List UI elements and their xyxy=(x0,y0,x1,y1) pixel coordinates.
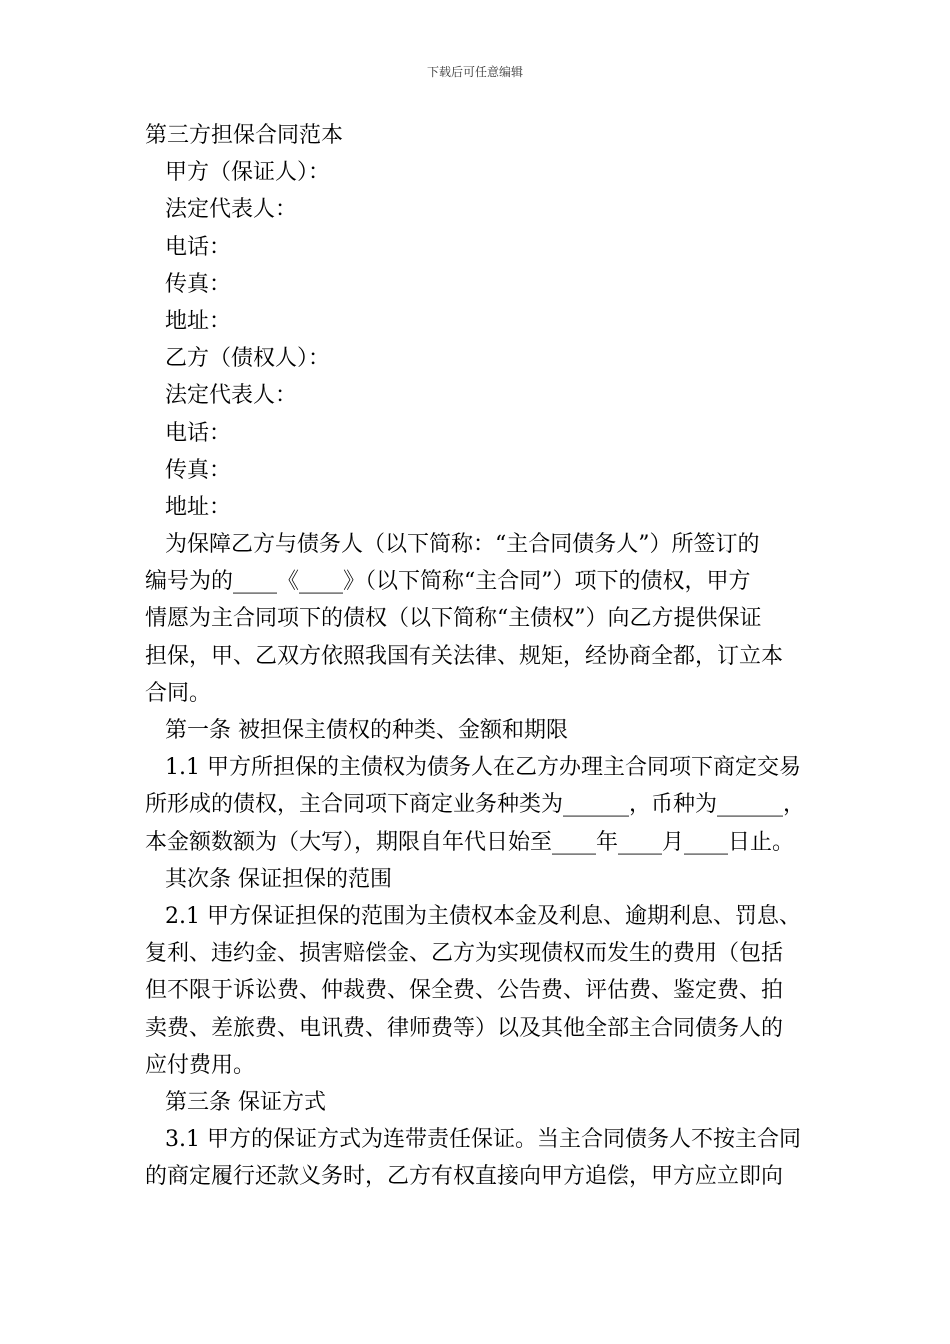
clause-line: 1.1 甲方所担保的主债权为债务人在乙方办理主合同项下商定交易 xyxy=(165,755,801,781)
clause-3-1 xyxy=(145,1121,810,1195)
article-1-heading: 第一条 被担保主债权的种类、金额和期限 xyxy=(165,718,568,743)
clause-line: 本金额数额为（大写），期限自年代日始至____年____月____日止。 xyxy=(145,829,795,855)
party-b-fax: 传真： xyxy=(165,457,232,483)
party-a-representative: 法定代表人： xyxy=(165,197,298,223)
clause-line: 所形成的债权，主合同项下商定业务种类为______，币种为______， xyxy=(145,792,806,818)
party-a-label: 甲方（保证人）： xyxy=(165,160,331,186)
party-a-address: 地址： xyxy=(165,308,232,334)
party-b-representative: 法定代表人： xyxy=(165,383,298,409)
party-a-fax: 传真： xyxy=(165,271,232,297)
clause-line: 应付费用。 xyxy=(145,1052,256,1078)
party-a-phone: 电话： xyxy=(165,234,232,260)
page-header: 下载后可任意编辑 xyxy=(426,65,523,79)
clause-2-1 xyxy=(145,898,810,1084)
clause-line: 的商定履行还款义务时，乙方有权直接向甲方追偿，甲方应立即向 xyxy=(145,1164,784,1190)
preamble-line: 为保障乙方与债务人（以下简称：“主合同债务人”）所签订的 xyxy=(165,532,760,558)
preamble-paragraph xyxy=(145,526,810,712)
party-b-phone: 电话： xyxy=(165,420,232,446)
clause-line: 复利、违约金、损害赔偿金、乙方为实现债权而发生的费用（包括 xyxy=(145,941,784,967)
clause-1-1 xyxy=(145,749,810,861)
party-b-label: 乙方（债权人）： xyxy=(165,346,331,372)
article-3-heading: 第三条 保证方式 xyxy=(165,1089,326,1115)
party-b-address: 地址： xyxy=(165,494,232,520)
preamble-line: 情愿为主合同项下的债权（以下简称“主债权”）向乙方提供保证 xyxy=(145,606,762,632)
article-2-heading: 其次条 保证担保的范围 xyxy=(165,866,392,892)
preamble-line: 担保，甲、乙双方依照我国有关法律、规矩，经协商全都，订立本 xyxy=(145,643,784,669)
document-body xyxy=(145,117,810,1195)
clause-line: 2.1 甲方保证担保的范围为主债权本金及利息、逾期利息、罚息、 xyxy=(165,903,801,929)
document-title: 第三方担保合同范本 xyxy=(145,123,344,148)
clause-line: 3.1 甲方的保证方式为连带责任保证。当主合同债务人不按主合同 xyxy=(165,1127,801,1153)
clause-line: 但不限于诉讼费、仲裁费、保全费、公告费、评估费、鉴定费、拍 xyxy=(145,978,784,1004)
clause-line: 卖费、差旅费、电讯费、律师费等）以及其他全部主合同债务人的 xyxy=(145,1015,784,1041)
preamble-line: 编号为的____《____》（以下简称“主合同”）项下的债权，甲方 xyxy=(145,569,751,595)
preamble-line: 合同。 xyxy=(145,680,212,706)
